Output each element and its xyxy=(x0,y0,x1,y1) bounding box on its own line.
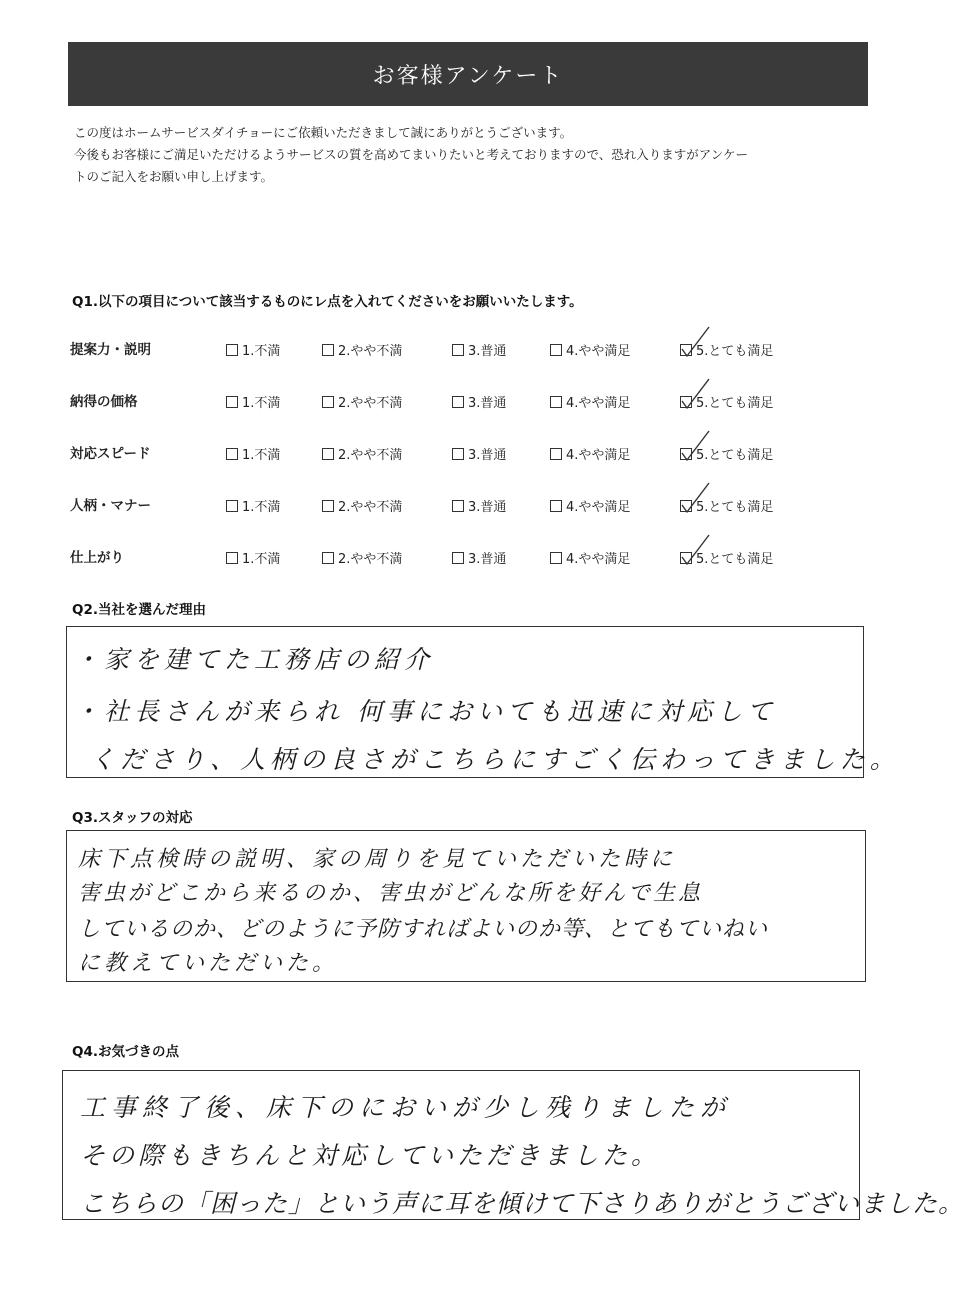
checkbox[interactable] xyxy=(322,500,334,512)
rating-row-label: 提案力・説明 xyxy=(70,342,151,358)
rating-option-label: 1.不満 xyxy=(242,448,281,463)
rating-row-label: 納得の価格 xyxy=(70,394,138,410)
checkbox[interactable] xyxy=(452,500,464,512)
rating-option-label: 5.とても満足 xyxy=(696,344,774,359)
rating-option-label: 3.普通 xyxy=(468,448,507,463)
rating-option[interactable] xyxy=(226,392,280,411)
checkbox[interactable] xyxy=(452,344,464,356)
rating-option-label: 4.やや満足 xyxy=(566,500,631,515)
checkbox[interactable] xyxy=(226,396,238,408)
checkbox[interactable] xyxy=(226,344,238,356)
rating-option[interactable] xyxy=(452,548,506,567)
rating-option-label: 5.とても満足 xyxy=(696,552,774,567)
rating-option[interactable] xyxy=(322,444,402,463)
checkbox[interactable] xyxy=(452,448,464,460)
rating-option-label: 4.やや満足 xyxy=(566,448,631,463)
rating-option-label: 1.不満 xyxy=(242,552,281,567)
survey-title-bar xyxy=(68,42,868,106)
rating-option[interactable] xyxy=(680,444,773,463)
q4-answer-line: こちらの「困った」という声に耳を傾けて下さりありがとうございました。 xyxy=(80,1189,965,1218)
rating-option[interactable] xyxy=(226,548,280,567)
rating-row xyxy=(70,494,890,518)
survey-title: お客様アンケート xyxy=(372,63,564,89)
checkbox[interactable] xyxy=(550,500,562,512)
q3-title: Q3.スタッフの対応 xyxy=(72,810,193,826)
q2-answer-line: ・社長さんが来られ 何事においても迅速に対応して xyxy=(74,697,777,726)
rating-option[interactable] xyxy=(452,496,506,515)
rating-option-label: 4.やや満足 xyxy=(566,552,631,567)
rating-option[interactable] xyxy=(322,392,402,411)
rating-row xyxy=(70,390,890,414)
q2-title: Q2.当社を選んだ理由 xyxy=(72,602,206,618)
rating-option-label: 5.とても満足 xyxy=(696,500,774,515)
checkbox[interactable] xyxy=(550,552,562,564)
intro-line: トのご記入をお願い申し上げます。 xyxy=(74,169,274,184)
checkbox[interactable] xyxy=(550,344,562,356)
rating-option-label: 5.とても満足 xyxy=(696,448,774,463)
checkbox[interactable] xyxy=(550,448,562,460)
rating-option-label: 2.やや不満 xyxy=(338,344,403,359)
checkbox[interactable] xyxy=(680,396,692,408)
q4-title: Q4.お気づきの点 xyxy=(72,1044,179,1060)
rating-option[interactable] xyxy=(322,496,402,515)
rating-option[interactable] xyxy=(226,444,280,463)
rating-option[interactable] xyxy=(226,340,280,359)
intro-line: 今後もお客様にご満足いただけるようサービスの質を高めてまいりたいと考えておりますので、恐れ入りますがアンケー xyxy=(74,147,749,162)
rating-option-label: 3.普通 xyxy=(468,396,507,411)
rating-option[interactable] xyxy=(680,496,773,515)
q4-answer-line: 工事終了後、床下のにおいが少し残りましたが xyxy=(80,1093,732,1122)
rating-row xyxy=(70,442,890,466)
checkbox[interactable] xyxy=(226,552,238,564)
rating-option-label: 5.とても満足 xyxy=(696,396,774,411)
q3-answer-line: 床下点検時の説明、家の周りを見ていただいた時に xyxy=(78,847,677,872)
q2-answer-line: くださり、人柄の良さがこちらにすごく伝わってきました。 xyxy=(90,745,900,774)
rating-option[interactable] xyxy=(226,496,280,515)
rating-option[interactable] xyxy=(322,340,402,359)
rating-option-label: 2.やや不満 xyxy=(338,552,403,567)
rating-option-label: 2.やや不満 xyxy=(338,396,403,411)
rating-option[interactable] xyxy=(550,392,630,411)
checkbox[interactable] xyxy=(322,344,334,356)
rating-option-label: 3.普通 xyxy=(468,500,507,515)
rating-option[interactable] xyxy=(452,340,506,359)
rating-option[interactable] xyxy=(550,340,630,359)
checkbox[interactable] xyxy=(226,500,238,512)
rating-option-label: 4.やや満足 xyxy=(566,396,631,411)
checkbox[interactable] xyxy=(680,552,692,564)
rating-option[interactable] xyxy=(322,548,402,567)
checkbox[interactable] xyxy=(322,448,334,460)
rating-row-label: 対応スピード xyxy=(70,446,151,462)
checkbox[interactable] xyxy=(680,500,692,512)
checkbox[interactable] xyxy=(452,552,464,564)
q3-answer-line: 害虫がどこから来るのか、害虫がどんな所を好んで生息 xyxy=(78,881,704,906)
check-mark-icon xyxy=(679,427,713,463)
checkbox[interactable] xyxy=(680,344,692,356)
check-mark-icon xyxy=(679,323,713,359)
rating-option-label: 1.不満 xyxy=(242,500,281,515)
intro-line: この度はホームサービスダイチョーにご依頼いただきまして誠にありがとうございます。 xyxy=(74,125,573,140)
rating-option-label: 3.普通 xyxy=(468,552,507,567)
rating-row-label: 仕上がり xyxy=(70,550,124,566)
rating-option[interactable] xyxy=(680,340,773,359)
intro-text xyxy=(74,122,874,188)
rating-option-label: 1.不満 xyxy=(242,344,281,359)
rating-option[interactable] xyxy=(452,392,506,411)
check-mark-icon xyxy=(679,375,713,411)
checkbox[interactable] xyxy=(322,396,334,408)
rating-option[interactable] xyxy=(550,496,630,515)
q3-answer-line: しているのか、どのように予防すればよいのか等、とてもていねい xyxy=(78,917,769,942)
rating-option-label: 2.やや不満 xyxy=(338,448,403,463)
q1-title: Q1.以下の項目について該当するものにレ点を入れてくださいをお願いいたします。 xyxy=(72,294,583,310)
rating-row xyxy=(70,338,890,362)
rating-option[interactable] xyxy=(550,548,630,567)
rating-option-label: 1.不満 xyxy=(242,396,281,411)
rating-row xyxy=(70,546,890,570)
checkbox[interactable] xyxy=(680,448,692,460)
q4-answer-line: その際もきちんと対応していただきました。 xyxy=(80,1141,661,1170)
rating-option-label: 2.やや不満 xyxy=(338,500,403,515)
rating-row-label: 人柄・マナー xyxy=(70,498,151,514)
q3-answer-line: に教えていただいた。 xyxy=(78,951,339,976)
rating-option[interactable] xyxy=(452,444,506,463)
checkbox[interactable] xyxy=(452,396,464,408)
check-mark-icon xyxy=(679,479,713,515)
rating-option[interactable] xyxy=(550,444,630,463)
check-mark-icon xyxy=(679,531,713,567)
rating-option-label: 3.普通 xyxy=(468,344,507,359)
checkbox[interactable] xyxy=(322,552,334,564)
checkbox[interactable] xyxy=(550,396,562,408)
rating-option-label: 4.やや満足 xyxy=(566,344,631,359)
checkbox[interactable] xyxy=(226,448,238,460)
rating-option[interactable] xyxy=(680,392,773,411)
q2-answer-line: ・家を建てた工務店の紹介 xyxy=(74,645,435,674)
rating-option[interactable] xyxy=(680,548,773,567)
